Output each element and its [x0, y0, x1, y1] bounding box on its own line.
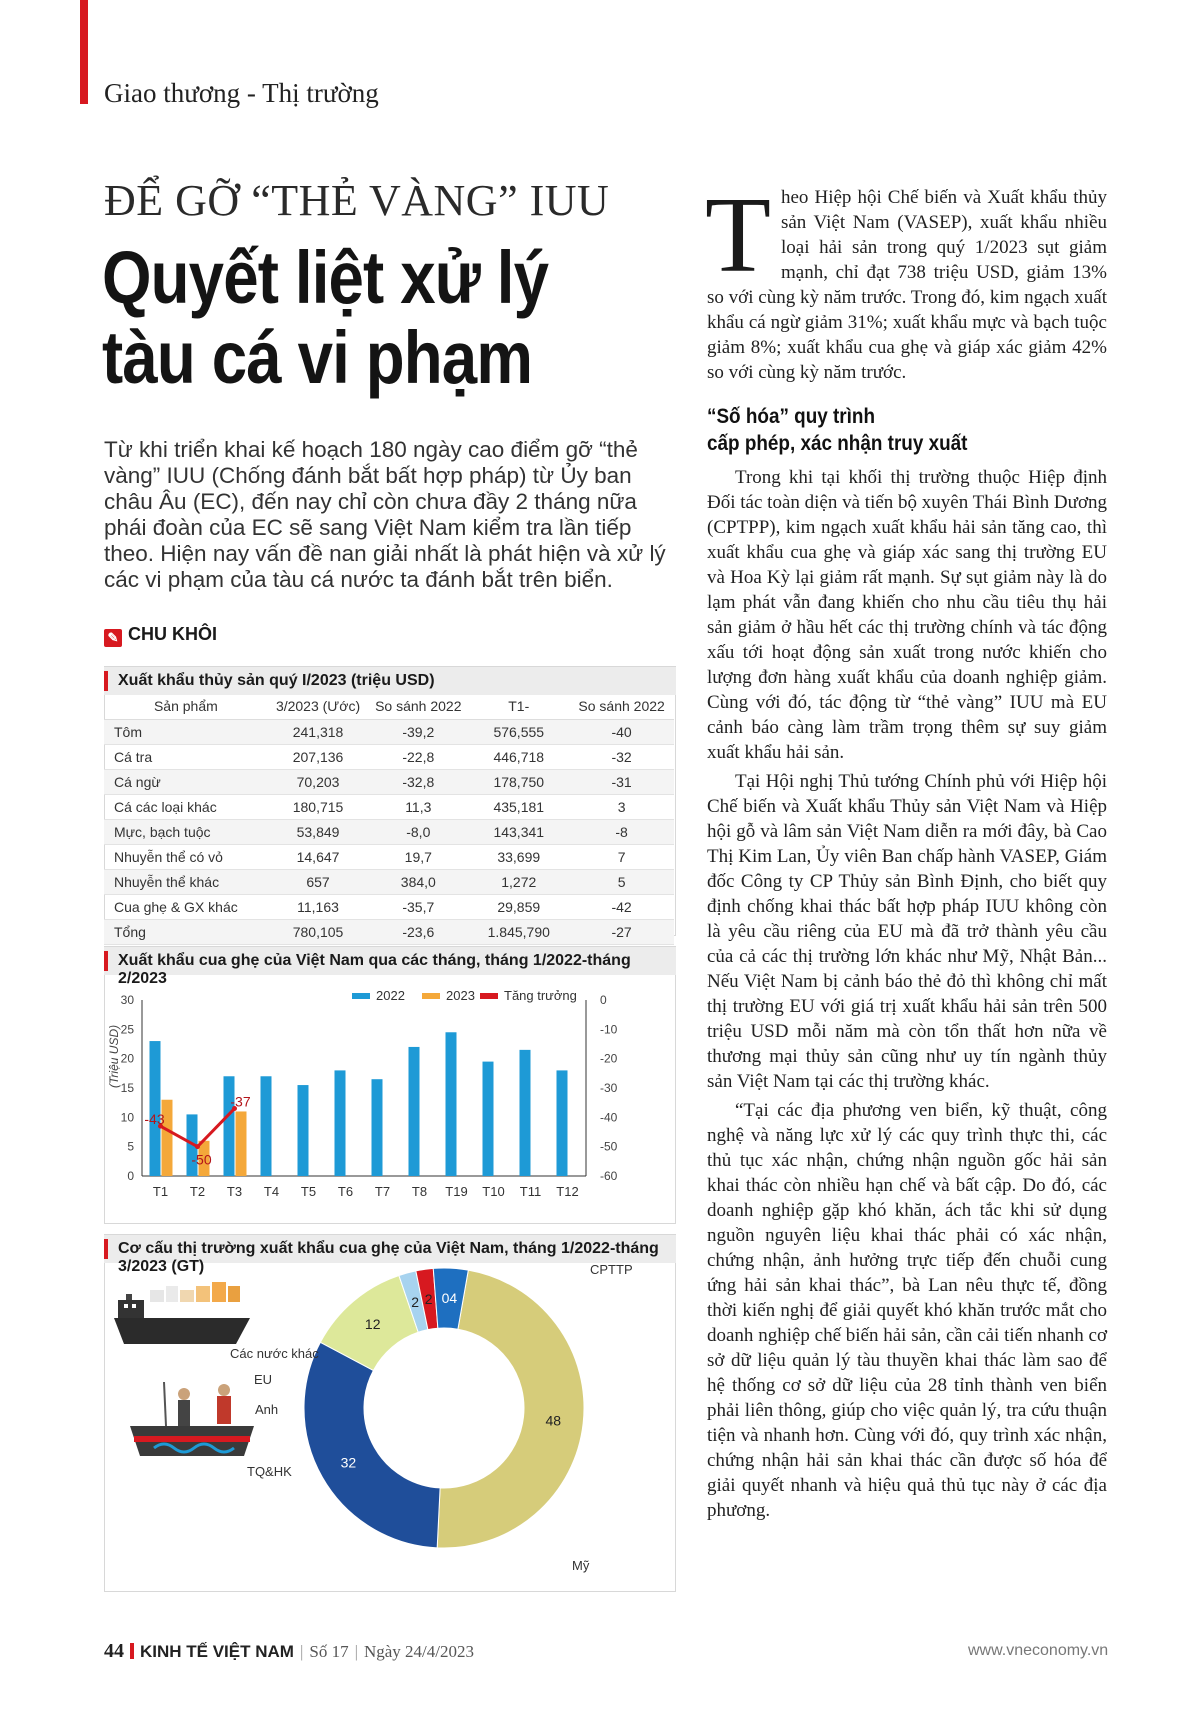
x-tick-label: T8 — [411, 1184, 428, 1199]
subheading-line: “Số hóa” quy trình — [707, 405, 876, 428]
table-cell: -35,7 — [368, 895, 468, 920]
table-cell: 7 — [569, 845, 674, 870]
table-cell: 180,715 — [268, 795, 369, 820]
column-header: So sánh 2022 — [569, 693, 674, 720]
table-cell: 3 — [569, 795, 674, 820]
table-cell: 14,647 — [268, 845, 369, 870]
x-tick-label: T10 — [482, 1184, 505, 1199]
footer — [104, 1640, 474, 1663]
headline: Quyết liệt xử lý tàu cá vi phạm — [102, 236, 549, 399]
website: www.vneconomy.vn — [968, 1642, 1109, 1659]
table-cell: -27 — [569, 920, 674, 945]
x-tick-label: T6 — [337, 1184, 354, 1199]
slice-value-label: 32 — [340, 1454, 357, 1471]
slice-category-label: Các nước khác — [230, 1346, 319, 1361]
table-cell: 70,203 — [268, 770, 369, 795]
table-cell: 446,718 — [468, 745, 569, 770]
legend-label: Tăng trưởng — [504, 988, 577, 1003]
x-tick-label: T1 — [152, 1184, 169, 1199]
table-cell: 33,699 — [468, 845, 569, 870]
y2-tick-label: -30 — [600, 1081, 618, 1095]
fishing-boat-icon — [130, 1382, 254, 1456]
column-header: T1- — [468, 693, 569, 720]
export-table — [104, 693, 674, 945]
slice-category-label: Mỹ — [572, 1558, 590, 1573]
y-tick-label: 20 — [120, 1051, 134, 1066]
table-cell: Cua ghẹ & GX khác — [104, 895, 268, 920]
column-header: 3/2023 (Ước) — [268, 693, 369, 720]
table-cell: -32 — [569, 745, 674, 770]
table-cell: 53,849 — [268, 820, 369, 845]
table-header-row — [104, 693, 674, 720]
kicker: ĐỂ GỠ “THẺ VÀNG” IUU — [104, 176, 610, 225]
paragraph-text: heo Hiệp hội Chế biến và Xuất khẩu thủy sản Việt Nam (VASEP), xuất khẩu nhiều loại hải sản trong quý 1/2023 sụt giảm mạnh, chỉ đạt 738 triệu USD, giảm 13% so với cùng kỳ năm trước. Trong đó, kim ngạch xuất khẩu cá ngừ giảm 31%; xuất khẩu mực và bạch tuộc giảm 8%; xuất khẩu cua ghẹ và giáp xác giảm 42% so với cùng kỳ năm trước. — [707, 187, 1107, 383]
y-tick-label: 25 — [120, 1022, 134, 1037]
column-header: So sánh 2022 — [368, 693, 468, 720]
table-cell: -31 — [569, 770, 674, 795]
table-cell: -42 — [569, 895, 674, 920]
table-cell: 435,181 — [468, 795, 569, 820]
slice-value-label: 04 — [441, 1290, 458, 1307]
x-tick-label: T4 — [263, 1184, 280, 1199]
x-tick-label: T19 — [445, 1184, 468, 1199]
paragraph: “Tại các địa phương ven biển, kỹ thuật, công nghệ và năng lực xử lý các quy trình thực thi, các thủ tục xác nhận, chứng nhận nguồn gốc hải sản khai thác còn nhiều hạn chế và bất cập. Do đó, các doanh nghiệp gặp khó khăn, ách tắc khi sử dụng nguồn nguyên liệu khai thác phải có xác nhận, chứng nhận, ảnh hưởng trực tiếp đến chuỗi cung ứng hải sản khai thác”, bà Lan nêu thực tế, đồng thời kiến nghị để giải quyết khó khăn trước mắt cho doanh nghiệp chế biến hải sản, cần cải tiến nhanh cơ sở dữ liệu quản lý tàu thuyền khai thác làm sao để hệ thống cơ sở dữ liệu của 28 tỉnh thành ven biển phải liên thông, giúp cho việc quản lý, tra cứu thuận tiện và nhanh hơn. Cùng với đó, quy trình xác nhận, chứng nhận hải sản khai thác cần được số hóa để giải quyết nhanh và hiệu quả thủ tục này ở các địa phương. — [707, 1100, 1107, 1521]
table-cell: Cá ngừ — [104, 770, 268, 795]
donut-slice — [304, 1342, 440, 1548]
table-cell: 143,341 — [468, 820, 569, 845]
y2-tick-label: -10 — [600, 1022, 618, 1037]
x-tick-label: T5 — [300, 1184, 317, 1199]
table-row — [104, 720, 674, 745]
bar-chart — [104, 976, 676, 1222]
x-tick-label: T3 — [226, 1184, 243, 1199]
article-body — [705, 176, 1107, 1527]
issue-date: Ngày 24/4/2023 — [363, 1642, 475, 1661]
dropcap: T — [705, 176, 771, 295]
growth-data-label: -50 — [191, 1151, 212, 1168]
table-cell: -39,2 — [368, 720, 468, 745]
table-row — [104, 920, 674, 945]
cargo-ship-icon — [114, 1282, 250, 1344]
x-tick-label: T2 — [189, 1184, 206, 1199]
slice-value-label: 2 — [424, 1291, 433, 1308]
y-tick-label: 0 — [127, 1169, 134, 1183]
paragraph — [705, 176, 1107, 385]
y-tick-label: 30 — [120, 993, 134, 1007]
table-cell: 657 — [268, 870, 369, 895]
slice-value-label: 12 — [364, 1316, 381, 1333]
table-cell: Tôm — [104, 720, 268, 745]
bar-2022 — [446, 1032, 457, 1176]
separator: | — [299, 1642, 304, 1661]
table-row — [104, 795, 674, 820]
footer-mark — [130, 1643, 134, 1659]
table-cell: -8 — [569, 820, 674, 845]
y-tick-label: 5 — [127, 1139, 134, 1154]
growth-data-label: -43 — [144, 1111, 165, 1128]
table-row — [104, 770, 674, 795]
legend-swatch — [352, 993, 370, 999]
paragraph: Tại Hội nghị Thủ tướng Chính phủ với Hiệp hội Chế biến và Xuất khẩu Thủy sản Việt Nam và Hiệp hội gỗ và lâm sản Việt Nam diễn ra mới đây, bà Cao Thị Kim Lan, Ủy viên Ban chấp hành VASEP, Giám đốc Công ty CP Thủy sản Bình Định, cho biết quy định chống khai thác bất hợp pháp IUU không còn là yêu cầu riêng của EU mà đã trở thành yêu cầu của cả các thị trường lớn khác như Mỹ, Nhật Bản... Nếu Việt Nam bị cảnh báo thẻ đỏ thì không chỉ mất thị trường EU với giá trị xuất khẩu hải sản trên 500 triệu USD mỗi năm mà còn tổn thất hơn nữa về thương mại thủy sản cũng như uy tín ngành thủy sản Việt Nam tại các thị trường khác. — [707, 771, 1107, 1092]
table-cell: 1.845,790 — [468, 920, 569, 945]
table-row — [104, 845, 674, 870]
subheading-line: cấp phép, xác nhận truy xuất — [707, 432, 968, 455]
bar-2022 — [483, 1062, 494, 1176]
table-cell: Cá các loại khác — [104, 795, 268, 820]
pen-icon: ✎ — [104, 629, 122, 647]
table-cell: 19,7 — [368, 845, 468, 870]
table-cell: 384,0 — [368, 870, 468, 895]
growth-point — [195, 1144, 200, 1149]
bar-2022 — [520, 1050, 531, 1176]
slice-category-label: CPTTP — [590, 1264, 633, 1277]
bar-2022 — [298, 1085, 309, 1176]
bar-2022 — [150, 1041, 161, 1176]
table-body — [104, 720, 674, 945]
x-tick-label: T11 — [519, 1184, 542, 1199]
bar-2022 — [409, 1047, 420, 1176]
table-cell: 207,136 — [268, 745, 369, 770]
y2-tick-label: 0 — [600, 993, 607, 1007]
growth-data-label: -37 — [230, 1093, 251, 1110]
table-cell: 11,163 — [268, 895, 369, 920]
author-name: CHU KHÔI — [128, 624, 217, 644]
table-row — [104, 820, 674, 845]
table-cell: 1,272 — [468, 870, 569, 895]
bar-2023 — [236, 1111, 247, 1176]
subheading — [707, 403, 1067, 457]
legend-label: 2023 — [446, 988, 475, 1003]
donut-chart-title: Cơ cấu thị trường xuất khẩu cua ghẹ của Việt Nam, tháng 1/2022-tháng 3/2023 (GT) — [104, 1235, 676, 1263]
section-marker — [80, 0, 88, 104]
slice-value-label: 2 — [411, 1293, 420, 1310]
donut-chart — [104, 1264, 676, 1590]
table-row — [104, 870, 674, 895]
table-cell: Tổng — [104, 920, 268, 945]
bar-2022 — [261, 1076, 272, 1176]
table-row — [104, 895, 674, 920]
slice-category-label: Anh — [255, 1402, 279, 1417]
column-header: Sản phẩm — [104, 693, 268, 720]
bar-2022 — [557, 1070, 568, 1176]
y2-tick-label: -50 — [600, 1139, 618, 1154]
table-cell: 11,3 — [368, 795, 468, 820]
table-cell: 576,555 — [468, 720, 569, 745]
table-cell: Nhuyễn thể khác — [104, 870, 268, 895]
author-byline — [104, 624, 217, 647]
legend-swatch — [422, 993, 440, 999]
bar-2022 — [224, 1076, 235, 1176]
slice-value-label: 48 — [545, 1412, 562, 1429]
legend-label: 2022 — [376, 988, 405, 1003]
y2-tick-label: -40 — [600, 1110, 618, 1125]
table-cell: -40 — [569, 720, 674, 745]
table-cell: -22,8 — [368, 745, 468, 770]
separator: | — [354, 1642, 358, 1661]
table-row — [104, 745, 674, 770]
x-tick-label: T12 — [556, 1184, 579, 1199]
table-cell: 5 — [569, 870, 674, 895]
table-cell: Cá tra — [104, 745, 268, 770]
table-cell: 241,318 — [268, 720, 369, 745]
table-cell: 29,859 — [468, 895, 569, 920]
y-tick-label: 15 — [120, 1081, 134, 1095]
magazine-name: KINH TẾ VIỆT NAM — [140, 1642, 294, 1661]
y-tick-label: 10 — [120, 1110, 134, 1125]
table-cell: -8,0 — [368, 820, 468, 845]
bar-2022 — [372, 1079, 383, 1176]
page-number: 44 — [104, 1640, 124, 1662]
slice-category-label: EU — [254, 1372, 273, 1387]
bar-chart-title: Xuất khẩu cua ghẹ của Việt Nam qua các tháng, tháng 1/2022-tháng 2/2023 — [104, 947, 676, 975]
y-axis-label: (Triệu USD) — [107, 1024, 121, 1088]
table-cell: -32,8 — [368, 770, 468, 795]
table-cell: Mực, bạch tuộc — [104, 820, 268, 845]
table-title: Xuất khẩu thủy sản quý I/2023 (triệu USD) — [104, 667, 676, 695]
section-title: Giao thương - Thị trường — [104, 78, 379, 108]
paragraph: Trong khi tại khối thị trường thuộc Hiệp định Đối tác toàn diện và tiến bộ xuyên Thái Bình Dương (CPTPP), kim ngạch xuất khẩu hải sản tăng cao, thì xuất khẩu cua ghẹ và giáp xác sang thị trường EU và Hoa Kỳ lại giảm rất mạnh. Sự sụt giảm này là do lạm phát vẫn đang khiến cho nhu cầu tiêu thụ hải sản giảm ở hầu hết các thị trường chính và tác động xấu tới hoạt động sản xuất trong nước khiến cho lượng đơn hàng xuất khẩu của doanh nghiệp giảm. Cùng với đó, tác động từ “thẻ vàng” IUU mà EU cảnh báo càng làm trầm trọng thêm sự suy giảm xuất khẩu hải sản. — [707, 467, 1107, 763]
lead-paragraph: Từ khi triển khai kế hoạch 180 ngày cao điểm gỡ “thẻ vàng” IUU (Chống đánh bắt bất hợp pháp) từ Ủy ban châu Âu (EC), đến nay chỉ còn chưa đầy 2 tháng nữa phái đoàn của EC sẽ sang Việt Nam kiểm tra lần tiếp theo. Hiện nay vấn đề nan giải nhất là phát hiện và xử lý các vi phạm của tàu cá nước ta đánh bắt trên biển. — [104, 437, 666, 592]
table-cell: -23,6 — [368, 920, 468, 945]
y2-tick-label: -20 — [600, 1051, 618, 1066]
slice-category-label: TQ&HK — [247, 1464, 292, 1479]
x-tick-label: T7 — [374, 1184, 391, 1199]
table-cell: 178,750 — [468, 770, 569, 795]
table-cell: 780,105 — [268, 920, 369, 945]
y2-tick-label: -60 — [600, 1169, 618, 1183]
issue-number: Số 17 — [309, 1642, 349, 1661]
legend-swatch — [480, 993, 498, 999]
table-cell: Nhuyễn thể có vỏ — [104, 845, 268, 870]
bar-2022 — [335, 1070, 346, 1176]
